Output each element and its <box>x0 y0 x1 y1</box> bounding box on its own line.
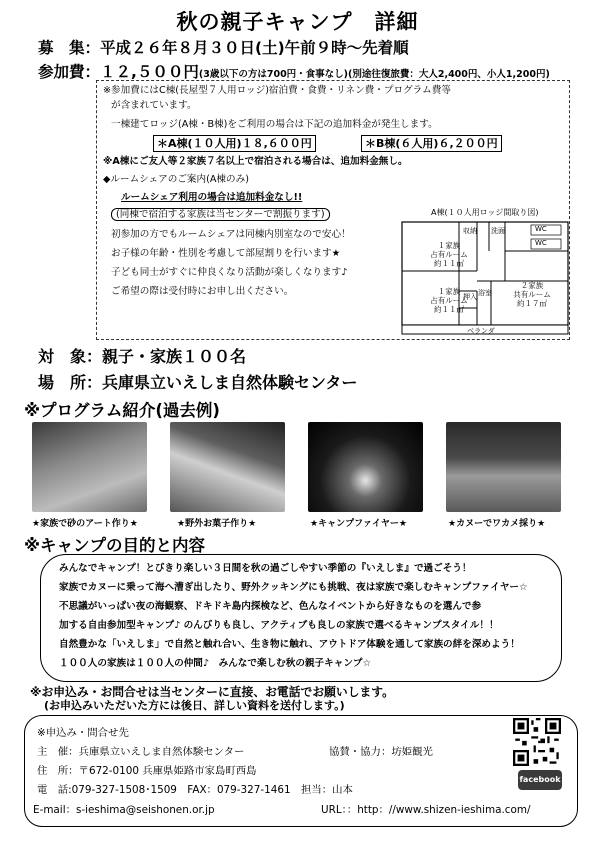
recruit-line: 募 集：平成２６年８月３０日(土)午前９時～先着順 <box>38 39 409 57</box>
room-3-label: ２家族 共有ルーム 約１７㎡ <box>513 281 551 308</box>
fee-detail: (3歳以下の方は700円・食事なし)(別途往復旅費：大人2,400円、小人1,200円) <box>198 69 550 80</box>
info-line-3: 一棟建てロッジ(A棟・B棟)をご利用の場合は下記の追加料金が発生します。 <box>111 119 438 130</box>
purpose-box <box>40 554 562 682</box>
caption-campfire: ★キャンプファイヤー★ <box>310 519 407 529</box>
room-1-label: １家族 占有ルーム 約１１㎡ <box>430 241 468 268</box>
target-line: 対 象：親子・家族１００名 <box>38 347 247 366</box>
caption-canoe: ★カヌーでワカメ採り★ <box>448 519 546 529</box>
price-b-building: ＊B棟(６人用)６,２００円 <box>361 135 502 152</box>
facebook-badge[interactable]: facebook <box>518 770 562 790</box>
roomshare-heading: ◆ルームシェアのご案内(A棟のみ) <box>103 174 249 185</box>
caption-sand-art: ★家族で砂のアート作り★ <box>32 519 138 529</box>
contact-phone: 電 話:079-327-1508･1509 FAX：079-327-1461 担当：山本 <box>37 784 353 796</box>
fee-main: 参加費：１２,５００円 <box>38 63 199 81</box>
contact-box <box>24 715 578 827</box>
photo-campfire <box>308 422 423 512</box>
programs-heading: ※プログラム紹介(過去例) <box>24 401 220 420</box>
roomshare-free: ルームシェア利用の場合は追加料金なし!! <box>121 192 303 203</box>
info-line-2: が含まれています。 <box>111 100 197 111</box>
room-2-label: １家族 占有ルーム 約１１㎡ <box>430 287 468 314</box>
veranda-label: ベランダ <box>467 327 495 335</box>
purpose-heading: ※キャンプの目的と内容 <box>24 536 206 555</box>
contact-email[interactable]: E-mail：s-ieshima@seishonen.or.jp <box>33 804 215 816</box>
purpose-line-6: １００人の家族は１００人の仲間♪ みんなで楽しむ秋の親子キャンプ☆ <box>59 658 372 669</box>
purpose-line-3: 不思議がいっぱい夜の海観察、ドキドキ島内探検など、色んなイベントから好きなものを選んで参 <box>59 601 482 612</box>
page-title: 秋の親子キャンプ 詳細 <box>176 10 419 34</box>
price-a-building: ＊A棟(１０人用)１８,６００円 <box>153 135 316 152</box>
contact-organizer: 主 催：兵庫県立いえしま自然体験センター <box>37 746 245 758</box>
storage-label: 収納 <box>463 227 477 235</box>
info-line-11: ご希望の際は受付時にお申し出ください。 <box>111 286 294 297</box>
info-line-10: 子ども同士がすぐに仲良くなり活動が楽しくなります♪ <box>111 267 348 278</box>
info-line-9: お子様の年齢・性別を考慮して部屋割りを行います★ <box>111 248 341 259</box>
photo-canoe <box>446 422 561 512</box>
closet-label: 押入 <box>463 293 477 301</box>
wc-label-2: WC <box>535 239 547 247</box>
fee-info-box <box>96 80 570 340</box>
qr-code-icon <box>513 718 561 766</box>
fee-line <box>38 60 550 82</box>
washroom-label: 洗面 <box>491 227 505 235</box>
contact-address: 住 所：〒672-0100 兵庫県姫路市家島町西島 <box>37 765 257 777</box>
purpose-line-5: 自然豊かな「いえしま」で自然と触れ合い、生き物に触れ、アウトドア体験を通して家族の絆を深めよう！ <box>59 639 520 650</box>
contact-url[interactable]: URL：：http：//www.shizen-ieshima.com/ <box>321 804 531 816</box>
place-line: 場 所：兵庫県立いえしま自然体験センター <box>38 373 358 392</box>
apply-subnotice: (お申込みいただいた方には後日、詳しい資料を送付します。) <box>44 699 345 712</box>
purpose-line-1: みんなでキャンプ！とびきり楽しい３日間を秋の過ごしやすい季節の『いえしま』で過ごそう！ <box>59 563 472 574</box>
wc-label-1: WC <box>535 225 547 233</box>
photo-sand-art <box>32 422 147 512</box>
info-line-8: 初参加の方でもルームシェアは同棟内別室なので安心！ <box>111 229 351 240</box>
apply-notice: ※お申込み・お問合せは当センターに直接、お電話でお願いします。 <box>30 685 394 699</box>
caption-sweets: ★野外お菓子作り★ <box>177 519 257 529</box>
purpose-line-2: 家族でカヌーに乗って海へ漕ぎ出したり、野外クッキングにも挑戦、夜は家族で楽しむキャンプファイヤー☆ <box>59 582 528 593</box>
contact-sponsor: 協賛・協力：坊姫観光 <box>329 746 433 758</box>
purpose-line-4: 加する自由参加型キャンプ♪ のんびりも良し、アクティブも良しの家族で選べるキャンプスタイル！！ <box>59 620 499 631</box>
bath-label: 浴室 <box>478 289 492 297</box>
photo-outdoor-sweets <box>170 422 285 512</box>
info-line-4: ※A棟にご友人等２家族７名以上で宿泊される場合は、追加料金無し。 <box>103 156 408 167</box>
info-line-1: ※参加費にはC棟(長屋型７人用ロッジ)宿泊費・食費・リネン費・プログラム費等 <box>103 85 451 96</box>
roomshare-note: (同棟で宿泊する家族は当センターで割振ります) <box>111 208 330 221</box>
contact-heading: ※申込み・問合せ先 <box>37 727 129 739</box>
floorplan-title: A棟(１０人用ロッジ間取り図) <box>431 208 539 217</box>
